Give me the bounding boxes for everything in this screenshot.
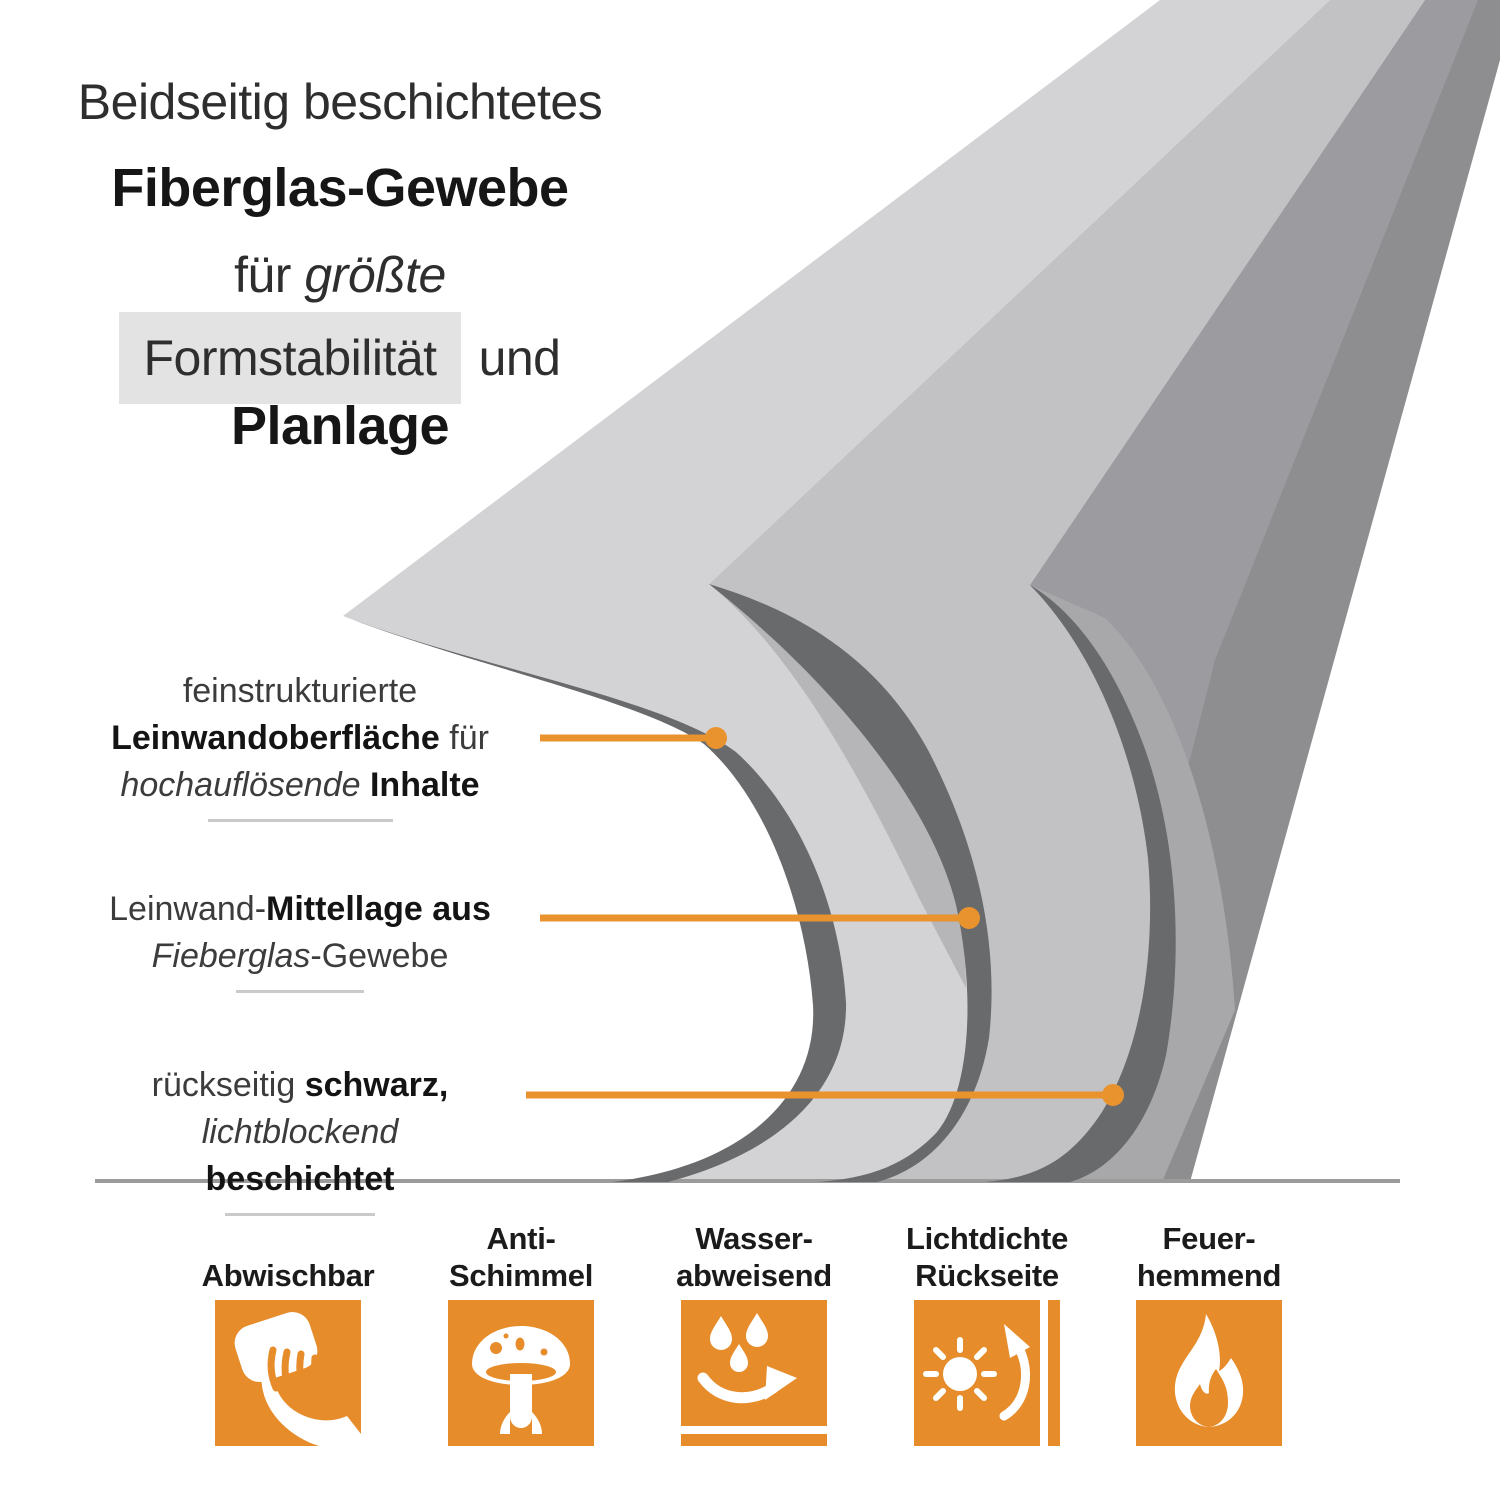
wipe-hand-icon [215, 1300, 361, 1446]
callout-dot-front [705, 727, 727, 749]
feature-fire-retardant [1099, 1206, 1319, 1446]
highlighted-word: Formstabilität [119, 312, 460, 404]
label-underline [236, 990, 364, 993]
feature-light-tight-back [877, 1206, 1097, 1446]
feature-label: Abwischbar [201, 1258, 375, 1293]
mushroom-icon [448, 1300, 594, 1446]
title-line-1: Beidseitig beschichtetes [77, 74, 603, 130]
flame-icon [1136, 1300, 1282, 1446]
title-line-5: Planlage [230, 396, 450, 456]
feature-label: Wasser- [695, 1221, 813, 1256]
title-line-3: für größte [234, 247, 446, 303]
feature-label: abweisend [676, 1258, 832, 1293]
feature-label: hemmend [1136, 1258, 1282, 1293]
feature-label: Anti- [486, 1221, 556, 1256]
feature-label: Schimmel [448, 1258, 594, 1293]
callout-dot-middle [958, 907, 980, 929]
title-line-4: Formstabilität und [25, 312, 655, 404]
title-line-2: Fiberglas-Gewebe [111, 158, 569, 218]
callout-label-back-coating: rückseitig schwarz, lichtblockend beschichtet [105, 1062, 495, 1216]
callout-dot-back [1102, 1084, 1124, 1106]
feature-wipeable [178, 1206, 398, 1446]
feature-label: Feuer- [1162, 1221, 1256, 1256]
feature-anti-mold [411, 1206, 631, 1446]
feature-label: Rückseite [915, 1258, 1059, 1293]
water-drops-icon [681, 1300, 827, 1446]
sun-reflect-icon [914, 1300, 1060, 1446]
label-underline [208, 819, 393, 822]
feature-water-repellent [644, 1206, 864, 1446]
callout-label-front-surface: feinstrukturierte Leinwandoberfläche für hochauflösende Inhalte [105, 668, 495, 822]
callout-label-middle-layer: Leinwand-Mittellage aus Fieberglas-Gewebe [105, 886, 495, 993]
feature-label: Lichtdichte [905, 1221, 1069, 1256]
